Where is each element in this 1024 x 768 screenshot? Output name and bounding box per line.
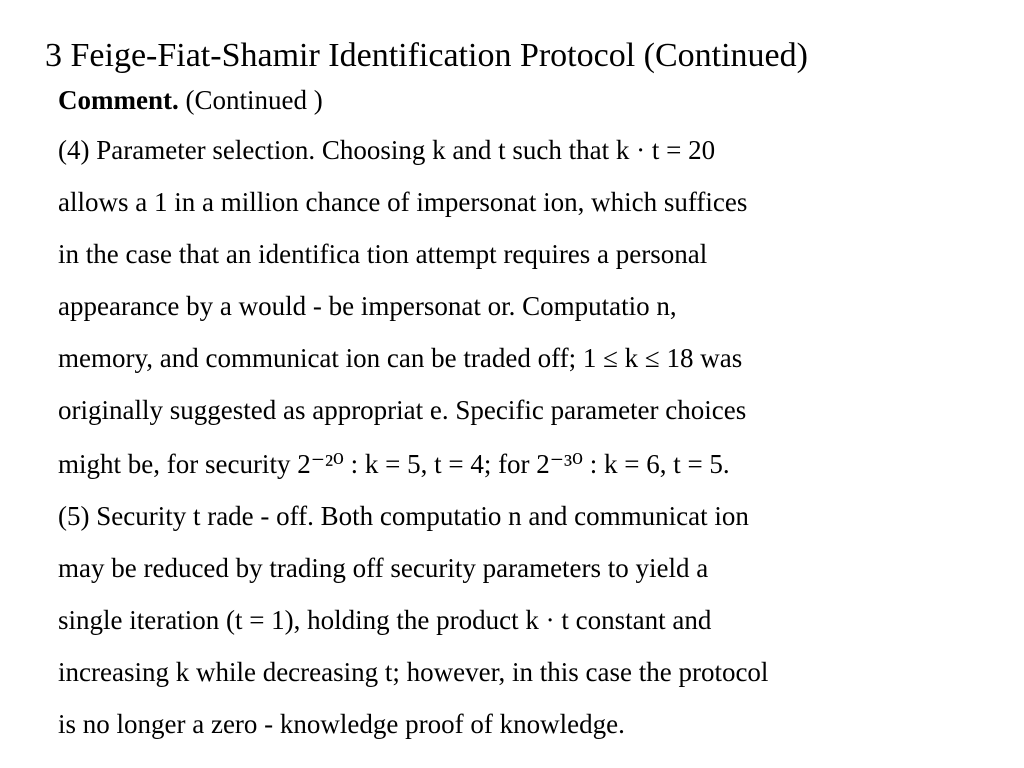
comment-heading: Comment. [58,85,179,115]
body-line: (4) Parameter selection. Choosing k and t such that k · t = 20 [58,135,716,165]
body-line: appearance by a would - be impersonat or. Computatio n, [58,291,677,321]
body-line: might be, for security 2⁻²⁰ : k = 5, t = 4; for 2⁻³⁰ : k = 6, t = 5. [58,449,730,479]
body-line: originally suggested as appropriat e. Specific parameter choices [58,395,747,425]
comment-line [58,82,323,118]
body-line: may be reduced by trading off security parameters to yield a [58,553,709,583]
body-line: increasing k while decreasing t; however, in this case the protocol [58,657,769,687]
slide-title: 3 Feige-Fiat-Shamir Identification Protocol (Continued) [45,37,808,74]
body-line: single iteration (t = 1), holding the product k · t constant and [58,605,712,635]
body-line: (5) Security t rade - off. Both computatio n and communicat ion [58,501,749,531]
body-line: in the case that an identifica tion attempt requires a personal [58,239,708,269]
body-line: allows a 1 in a million chance of impersonat ion, which suffices [58,187,748,217]
body-line: is no longer a zero - knowledge proof of knowledge. [58,709,625,739]
body-line: memory, and communicat ion can be traded off; 1 ≤ k ≤ 18 was [58,343,743,373]
comment-suffix: (Continued ) [178,85,323,115]
